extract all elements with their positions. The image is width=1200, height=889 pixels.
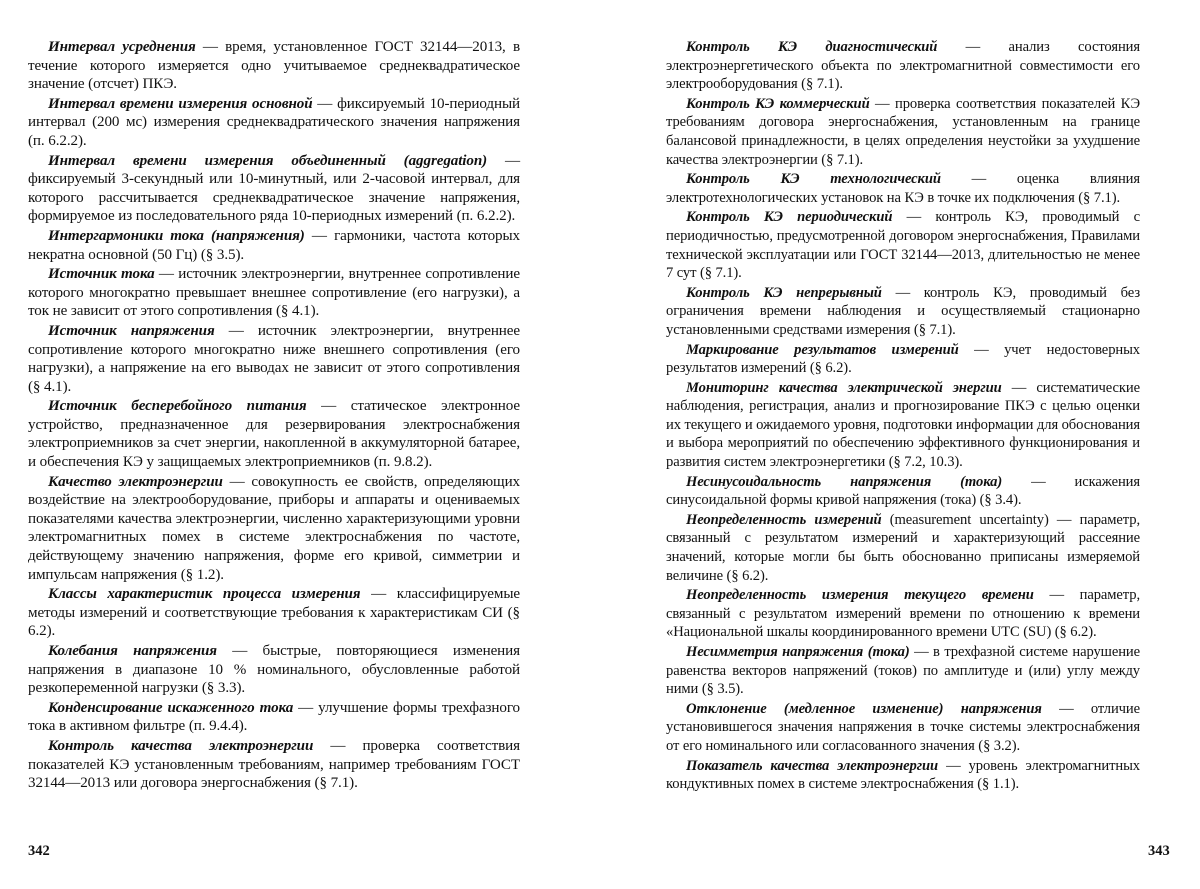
glossary-definition: — проверка соответствия показателей КЭ установленным требованиям, например требованиям ГОСТ 32144—2013 или договора энергоснабжения (§ 7.1). (28, 738, 520, 791)
glossary-definition: — систематические наблюдения, регистрация, анализ и прогнозирование ПКЭ с целью оценки их текущего и ожидаемого уровня, подготовки информации для обоснования и выбора мероприятий по обеспечению эффективного функционирования и развития систем электроэнергетики (§ 7.2, 10.3). (666, 380, 1140, 470)
glossary-entry (666, 586, 1140, 642)
glossary-entry (28, 585, 520, 641)
glossary-entry (666, 208, 1140, 282)
glossary-term: Интервал времени измерения объединенный (aggregation) (48, 153, 487, 169)
glossary-term: Несимметрия напряжения (тока) (686, 644, 910, 660)
glossary-term: Контроль КЭ технологический (686, 171, 941, 187)
glossary-term: Контроль КЭ непрерывный (686, 285, 882, 301)
glossary-entry (28, 699, 520, 736)
glossary-definition: — проверка соответствия показателей КЭ требованиям договора энергоснабжения, установленным на границе балансовой принадлежности, в целях определения неустойки за ухудшение качества электроэнергии (§ 7.1). (666, 96, 1140, 168)
glossary-entry (666, 757, 1140, 794)
glossary-term: Конденсирование искаженного тока (48, 700, 293, 716)
glossary-definition: — источник электроэнергии, внутреннее сопротивление которого многократно ниже внешнего сопротивления (его нагрузки), а напряжение на его выводах не зависит от этого сопротивления (§ 4.1). (28, 323, 520, 395)
glossary-definition: — в трехфазной системе нарушение равенства векторов напряжений (токов) по амплитуде и (или) углу между ними (§ 3.5). (666, 644, 1140, 697)
glossary-entry (28, 322, 520, 396)
glossary-definition: (measurement uncertainty) — параметр, связанный с результатом измерений и характеризующий рассеяние значений, которые могли бы быть обоснованно приписаны измеряемой величине (§ 6.2). (666, 512, 1140, 584)
glossary-definition: — параметр, связанный с результатом измерений времени по отношению к времени «Национальной шкалы координированного времени UTC (SU) (§ 6.2). (666, 587, 1140, 640)
glossary-term: Качество электроэнергии (48, 474, 223, 490)
glossary-term: Маркирование результатов измерений (686, 342, 959, 358)
glossary-term: Классы характеристик процесса измерения (48, 586, 361, 602)
glossary-definition: — учет недостоверных результатов измерений (§ 6.2). (666, 342, 1140, 377)
glossary-term: Интергармоники тока (напряжения) (48, 228, 305, 244)
glossary-term: Интервал усреднения (48, 39, 196, 55)
glossary-entry (28, 397, 520, 471)
glossary-term: Контроль КЭ периодический (686, 209, 892, 225)
glossary-term: Неопределенность измерения текущего времени (686, 587, 1034, 603)
glossary-entry (28, 95, 520, 151)
glossary-entry (666, 38, 1140, 94)
glossary-term: Колебания напряжения (48, 643, 217, 659)
glossary-entry (28, 38, 520, 94)
glossary-term: Интервал времени измерения основной (48, 96, 312, 112)
glossary-term: Источник напряжения (48, 323, 215, 339)
glossary-entry (666, 511, 1140, 585)
glossary-term: Отклонение (медленное изменение) напряжения (686, 701, 1042, 717)
glossary-term: Контроль КЭ диагностический (686, 39, 937, 55)
glossary-term: Контроль качества электроэнергии (48, 738, 313, 754)
glossary-definition: — улучшение формы трехфазного тока в активном фильтре (п. 9.4.4). (28, 700, 520, 735)
left-page (28, 38, 520, 794)
glossary-entry (28, 473, 520, 585)
glossary-entry (666, 95, 1140, 169)
glossary-definition: — контроль КЭ, проводимый без ограничения времени наблюдения и осуществляемый стационарно установленными средствами измерения (§ 7.1). (666, 285, 1140, 338)
glossary-entry (28, 737, 520, 793)
glossary-definition: — статическое электронное устройство, предназначенное для резервирования электроснабжения электроприемников за счет энергии, накопленной в аккумуляторной батарее, и обеспечения КЭ у защищаемых электроприемников (п. 9.8.2). (28, 398, 520, 470)
glossary-term: Контроль КЭ коммерческий (686, 96, 870, 112)
glossary-definition: — совокупность ее свойств, определяющих воздействие на электрооборудование, приборы и аппараты и оцениваемых показателями качества электроэнергии, численно характеризующими уровни электромагнитных помех в системе электроснабжения по частоте, действующему значению напряжения, форме его кривой, симметрии и импульсам напряжения (§ 1.2). (28, 474, 520, 583)
glossary-entry (666, 700, 1140, 756)
glossary-definition: — искажения синусоидальной формы кривой напряжения (тока) (§ 3.4). (666, 474, 1140, 509)
glossary-definition: — фиксируемый 3-секундный или 10-минутный, или 2-часовой интервал, для которого рассчитывается среднеквадратическое значение напряжения, формируемое из последовательного ряда 10-периодных измерений (п. 6.2.2). (28, 153, 520, 225)
glossary-term: Показатель качества электроэнергии (686, 758, 938, 774)
glossary-definition: — контроль КЭ, проводимый с периодичностью, предусмотренной договором энергоснабжения, Правилами технической эксплуатации или ГОСТ 32144—2013, длительностью не менее 7 сут (§ 7.1). (666, 209, 1140, 281)
glossary-term: Несинусоидальность напряжения (тока) (686, 474, 1002, 490)
glossary-entry (666, 284, 1140, 340)
glossary-entry (28, 265, 520, 321)
glossary-entry (28, 642, 520, 698)
glossary-definition: — оценка влияния электротехнологических установок на КЭ в точке их подключения (§ 7.1). (666, 171, 1140, 206)
page-number-right: 343 (1148, 843, 1170, 860)
glossary-definition: — быстрые, повторяющиеся изменения напряжения в диапазоне 10 % номинального, обусловленные работой резкопеременной нагрузки (§ 3.3). (28, 643, 520, 696)
glossary-entry (666, 341, 1140, 378)
glossary-definition: — отличие установившегося значения напряжения в точке системы электроснабжения от его номинального или согласованного значения (§ 3.2). (666, 701, 1140, 754)
glossary-entry (666, 170, 1140, 207)
glossary-definition: — классифицируемые методы измерений и соответствующие требования к характеристикам СИ (§ 6.2). (28, 586, 520, 639)
page-number-left: 342 (28, 843, 50, 860)
glossary-entry (666, 473, 1140, 510)
glossary-definition: — уровень электромагнитных кондуктивных помех в системе электроснабжения (§ 1.1). (666, 758, 1140, 793)
right-page (666, 38, 1140, 795)
glossary-definition: — гармоники, частота которых некратна основной (50 Гц) (§ 3.5). (28, 228, 520, 263)
glossary-term: Источник бесперебойного питания (48, 398, 307, 414)
glossary-definition: — анализ состояния электроэнергетического объекта по электромагнитной совместимости его электрооборудования (§ 7.1). (666, 39, 1140, 92)
glossary-definition: — фиксируемый 10-периодный интервал (200 мс) измерения среднеквадратического значения напряжения (п. 6.2.2). (28, 96, 520, 149)
glossary-entry (28, 227, 520, 264)
glossary-definition: — время, установленное ГОСТ 32144—2013, в течение которого измеряется одно учитываемое среднеквадратическое значение (отсчет) ПКЭ. (28, 39, 520, 92)
glossary-entry (28, 152, 520, 226)
glossary-term: Источник тока (48, 266, 155, 282)
glossary-definition: — источник электроэнергии, внутреннее сопротивление которого многократно превышает внешнее сопротивление (его нагрузки), а ток не зависит от этого сопротивления (§ 4.1). (28, 266, 520, 319)
glossary-entry (666, 379, 1140, 472)
glossary-term: Мониторинг качества электрической энергии (686, 380, 1002, 396)
glossary-entry (666, 643, 1140, 699)
glossary-term: Неопределенность измерений (686, 512, 882, 528)
